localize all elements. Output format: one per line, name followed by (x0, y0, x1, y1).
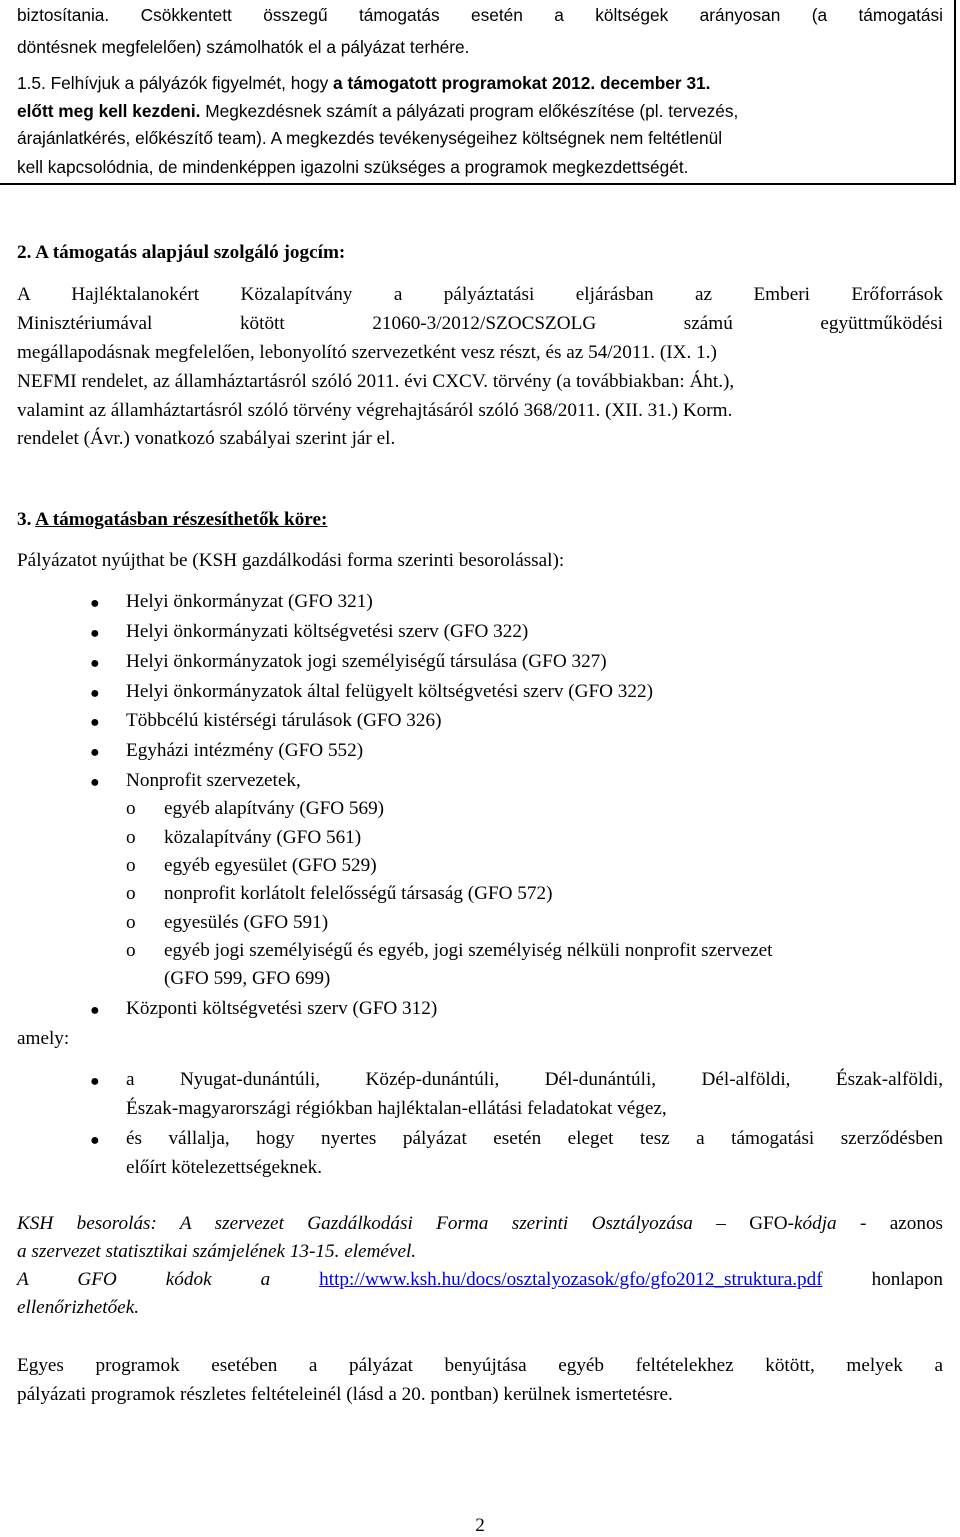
sub-list-item: egyéb egyesület (GFO 529) (164, 855, 377, 876)
list-item: Nonprofit szervezetek, (126, 770, 301, 791)
list-item: Helyi önkormányzat (GFO 321) (126, 591, 373, 612)
section-2-line: megállapodásnak megfelelően, lebonyolító szervezetként vesz részt, és az 54/2011. (IX. 1.) (17, 342, 717, 363)
sub-list-item: közalapítvány (GFO 561) (164, 827, 362, 848)
sub-list-item: egyéb alapítvány (GFO 569) (164, 798, 385, 819)
note-line-3-b: honlapon (822, 1269, 943, 1290)
sub-bullet-icon: o (126, 940, 136, 961)
box-line-4-b: Megkezdésnek számít a pályázati program előkészítése (pl. tervezés, (200, 101, 739, 121)
sub-bullet-icon: o (126, 798, 136, 819)
bullet-icon: ● (90, 655, 100, 672)
section-2-title: A támogatás alapjául szolgáló jogcím: (35, 242, 346, 263)
sub-bullet-icon: o (126, 827, 136, 848)
page-number: 2 (475, 1515, 485, 1536)
note-line-1-kodja: kódja (793, 1213, 837, 1234)
bullet-icon: ● (90, 744, 100, 761)
note-line-2: a szervezet statisztikai számjelének 13-15. elemével. (17, 1241, 417, 1262)
bullet-icon: ● (90, 625, 100, 642)
list-item: Helyi önkormányzati költségvetési szerv (GFO 322) (126, 621, 529, 642)
section-2-line: A Hajléktalanokért Közalapítvány a pályáztatási eljárásban az Emberi Erőforrások (17, 284, 943, 305)
bullet-icon: ● (90, 714, 100, 731)
note-line-1-gfo: GFO- (749, 1213, 794, 1234)
section-3-heading (17, 509, 327, 531)
bullet-icon: ● (90, 595, 100, 612)
box-line-3-b: a támogatott programokat 2012. december 31. (333, 73, 711, 93)
condition-1-line-1: a Nyugat-dunántúli, Közép-dunántúli, Dél-dunántúli, Dél-alföldi, Észak-alföldi, (126, 1069, 943, 1090)
sub-list-item: nonprofit korlátolt felelősségű társaság (GFO 572) (164, 883, 553, 904)
sub-bullet-icon: o (126, 855, 136, 876)
bullet-icon: ● (90, 1073, 100, 1090)
box-line-4 (17, 101, 738, 122)
bullet-icon: ● (90, 774, 100, 791)
section-2-line: rendelet (Ávr.) vonatkozó szabályai szerint jár el. (17, 428, 396, 449)
box-line-3 (17, 73, 710, 94)
closing-line-2: pályázati programok részletes feltételeinél (lásd a 20. pontban) kerülnek ismertetésre. (17, 1384, 673, 1405)
condition-2-line-2: előírt kötelezettségeknek. (126, 1157, 323, 1178)
section-2-heading (17, 242, 345, 264)
bullet-icon: ● (90, 1002, 100, 1019)
box-line-3-a: 1.5. Felhívjuk a pályázók figyelmét, hogy (17, 73, 334, 93)
list-item: Többcélú kistérségi tárulások (GFO 326) (126, 710, 442, 731)
closing-line-1: Egyes programok esetében a pályázat benyújtása egyéb feltételekhez kötött, melyek a (17, 1355, 943, 1376)
list-item: Egyházi intézmény (GFO 552) (126, 740, 364, 761)
sub-bullet-icon: o (126, 883, 136, 904)
condition-1-line-2: Észak-magyarországi régiókban hajléktalan-ellátási feladatokat végez, (126, 1098, 667, 1119)
box-line-4-a: előtt meg kell kezdeni. (17, 101, 201, 121)
note-line-1-dash: – (692, 1213, 750, 1234)
box-line-6: kell kapcsolódnia, de mindenképpen igazolni szükséges a programok megkezdettségét. (17, 157, 689, 177)
note-line-1-a: KSH besorolás: A szervezet Gazdálkodási Forma szerinti Osztályozása (17, 1213, 693, 1234)
note-line-1-azonos: - azonos (836, 1213, 944, 1234)
amely-label: amely: (17, 1028, 70, 1049)
gfo-link[interactable]: http://www.ksh.hu/docs/osztalyozasok/gfo/gfo2012_struktura.pdf (319, 1269, 823, 1290)
section-3-title: A támogatásban részesíthetők köre: (35, 509, 328, 530)
sub-list-item-continued: (GFO 599, GFO 699) (164, 968, 331, 989)
box-line-1: biztosítania. Csökkentett összegű támogatás esetén a költségek arányosan (a támogatási (17, 5, 943, 25)
list-item: Helyi önkormányzatok által felügyelt költségvetési szerv (GFO 322) (126, 681, 653, 702)
note-line-1 (17, 1213, 943, 1235)
section-2-line: Minisztériumával kötött 21060-3/2012/SZOCSZOLG számú együttműködési (17, 313, 943, 334)
note-line-3 (17, 1269, 943, 1291)
section-2-number: 2. (17, 242, 32, 263)
section-2-line: valamint az államháztartásról szóló törvény végrehajtásáról szóló 368/2011. (XII. 31.) Korm. (17, 400, 733, 421)
bullet-icon: ● (90, 1132, 100, 1149)
sub-list-item: egyéb jogi személyiségű és egyéb, jogi személyiség nélküli nonprofit szervezet (164, 940, 773, 961)
sub-list-item: egyesülés (GFO 591) (164, 912, 329, 933)
list-item: Helyi önkormányzatok jogi személyiségű társulása (GFO 327) (126, 651, 607, 672)
section-2-line: NEFMI rendelet, az államháztartásról szóló 2011. évi CXCV. törvény (a továbbiakban: Áht.), (17, 371, 735, 392)
section-3-intro: Pályázatot nyújthat be (KSH gazdálkodási forma szerinti besorolással): (17, 550, 565, 571)
bullet-icon: ● (90, 685, 100, 702)
box-line-5: árajánlatkérés, előkészítő team). A megkezdés tevékenységeihez költségnek nem feltétlenül (17, 128, 723, 148)
section-3-number: 3. (17, 509, 32, 530)
note-line-4: ellenőrizhetőek. (17, 1297, 140, 1318)
condition-2-line-1: és vállalja, hogy nyertes pályázat esetén eleget tesz a támogatási szerződésben (126, 1128, 943, 1149)
list-item: Központi költségvetési szerv (GFO 312) (126, 998, 438, 1019)
box-line-2: döntésnek megfelelően) számolhatók el a pályázat terhére. (17, 37, 470, 57)
sub-bullet-icon: o (126, 912, 136, 933)
note-line-3-a: A GFO kódok a (17, 1269, 320, 1290)
